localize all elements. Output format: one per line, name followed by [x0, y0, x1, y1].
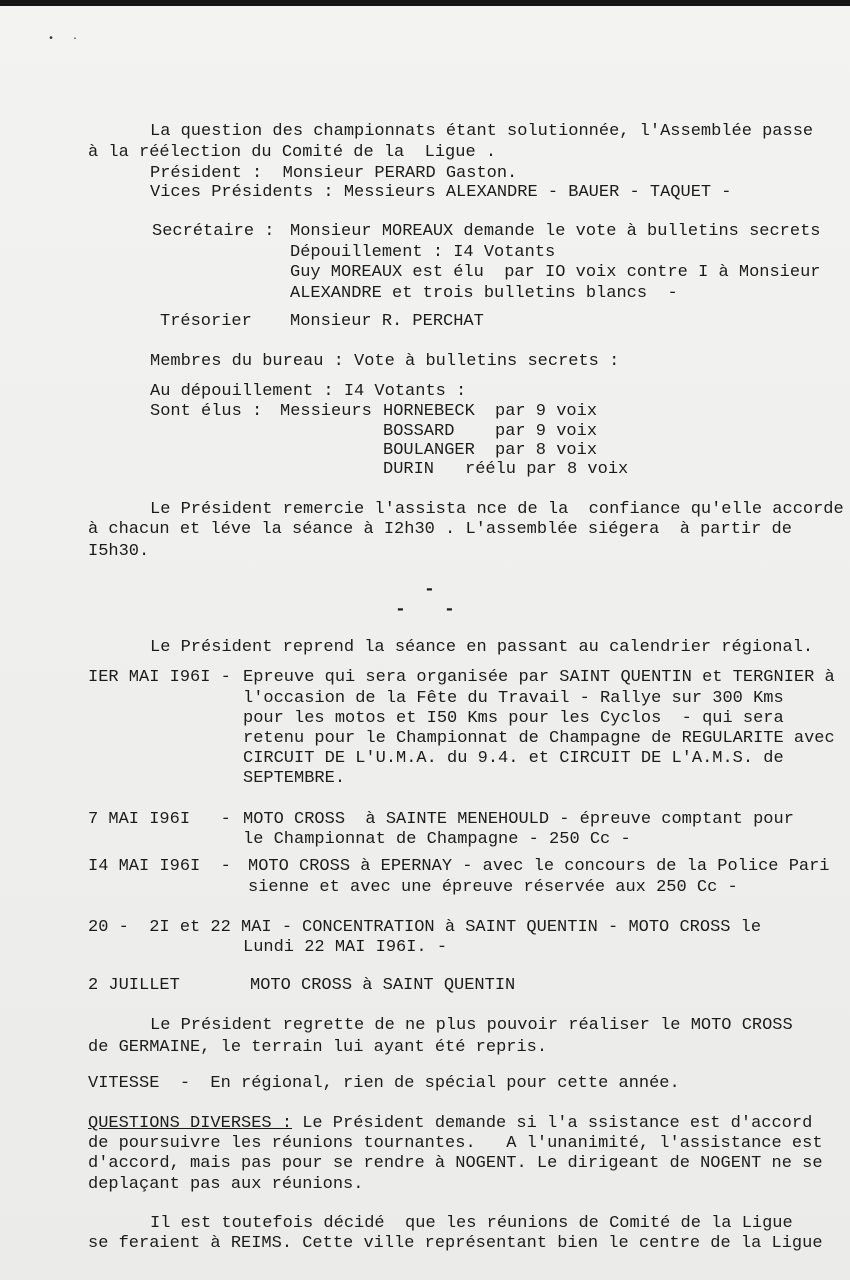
secretaire-line-1: Monsieur MOREAUX demande le vote à bulletins secrets: [290, 222, 821, 241]
calendar-line: sienne et avec une épreuve réservée aux 250 Cc -: [248, 878, 738, 897]
calendar-line: CIRCUIT DE L'U.M.A. du 9.4. et CIRCUIT DE L'A.M.S. de: [243, 749, 784, 768]
membres-line: Membres du bureau : Vote à bulletins secrets :: [150, 352, 620, 371]
calendar-line: CONCENTRATION à SAINT QUENTIN - MOTO CROSS le: [302, 918, 762, 937]
calendar-date: 7 MAI I96I -: [88, 810, 231, 829]
vitesse-line: VITESSE - En régional, rien de spécial pour cette année.: [88, 1074, 680, 1093]
separator-dash: -: [444, 600, 455, 620]
calendar-line: Lundi 22 MAI I96I. -: [243, 938, 448, 957]
calendar-line: Epreuve qui sera organisée par SAINT QUENTIN et TERGNIER à: [243, 668, 835, 687]
top-edge-line: [0, 0, 850, 6]
elus-label: Sont élus :: [150, 402, 263, 421]
calendar-line: le Championnat de Champagne - 250 Cc -: [243, 830, 631, 849]
vices-presidents-line: Vices Présidents : Messieurs ALEXANDRE - BAUER - TAQUET -: [150, 183, 732, 202]
questions-line: de poursuivre les réunions tournantes. A l'unanimité, l'assistance est: [88, 1134, 823, 1153]
elu-votes: par 9 voix: [495, 402, 598, 421]
separator-dash: -: [395, 600, 406, 620]
elu-votes: réélu par 8 voix: [465, 460, 629, 479]
remercie-line-2: à chacun et léve la séance à I2h30 . L'assemblée siégera à partir de: [88, 520, 792, 539]
regrette-line-2: de GERMAINE, le terrain lui ayant été repris.: [88, 1038, 548, 1057]
remercie-line-3: I5h30.: [88, 542, 150, 561]
elu-name: DURIN: [383, 460, 435, 479]
questions-line: d'accord, mais pas pour se rendre à NOGENT. Le dirigeant de NOGENT ne se: [88, 1154, 823, 1173]
tresorier-value: Monsieur R. PERCHAT: [290, 312, 484, 331]
calendar-line: retenu pour le Championnat de Champagne de REGULARITE avec: [243, 729, 835, 748]
secretaire-label: Secrétaire :: [152, 222, 275, 241]
elus-prefix: Messieurs: [280, 402, 372, 421]
secretaire-line-3: Guy MOREAUX est élu par IO voix contre I à Monsieur: [290, 263, 821, 282]
elu-name: BOSSARD: [383, 422, 455, 441]
secretaire-line-4: ALEXANDRE et trois bulletins blancs -: [290, 284, 678, 303]
calendar-line: MOTO CROSS à EPERNAY - avec le concours de la Police Pari: [248, 857, 830, 876]
calendar-line: MOTO CROSS à SAINTE MENEHOULD - épreuve comptant pour: [243, 810, 794, 829]
separator-dash: -: [424, 580, 435, 600]
secretaire-line-2: Dépouillement : I4 Votants: [290, 243, 556, 262]
para1-line-1: La question des championnats étant solutionnée, l'Assemblée passe: [150, 122, 814, 141]
depouillement-line: Au dépouillement : I4 Votants :: [150, 382, 467, 401]
questions-diverses-label: QUESTIONS DIVERSES :: [88, 1114, 293, 1133]
calendar-date: 2 JUILLET: [88, 976, 180, 995]
final-line-2: se feraient à REIMS. Cette ville représentant bien le centre de la Ligue: [88, 1234, 823, 1253]
calendar-date: I4 MAI I96I -: [88, 857, 231, 876]
reprend-line: Le Président reprend la séance en passant au calendrier régional.: [150, 638, 814, 657]
questions-line: deplaçant pas aux réunions.: [88, 1175, 364, 1194]
president-line: Président : Monsieur PERARD Gaston.: [150, 164, 518, 183]
tresorier-label: Trésorier: [160, 312, 252, 331]
elu-votes: par 9 voix: [495, 422, 598, 441]
calendar-date: 20 - 2I et 22 MAI -: [88, 918, 293, 937]
final-line-1: Il est toutefois décidé que les réunions de Comité de la Ligue: [150, 1214, 793, 1233]
questions-line: Le Président demande si l'a ssistance est d'accord: [292, 1114, 813, 1133]
calendar-line: MOTO CROSS à SAINT QUENTIN: [250, 976, 516, 995]
calendar-line: SEPTEMBRE.: [243, 769, 346, 788]
elu-votes: par 8 voix: [495, 441, 598, 460]
elu-name: BOULANGER: [383, 441, 475, 460]
para1-line-2: à la réélection du Comité de la Ligue .: [88, 143, 497, 162]
regrette-line-1: Le Président regrette de ne plus pouvoir réaliser le MOTO CROSS: [150, 1016, 793, 1035]
calendar-date: IER MAI I96I -: [88, 668, 231, 687]
ink-specks: • ·: [48, 34, 85, 45]
calendar-line: l'occasion de la Fête du Travail - Rallye sur 300 Kms: [243, 689, 784, 708]
calendar-line: pour les motos et I50 Kms pour les Cyclos - qui sera: [243, 709, 784, 728]
elu-name: HORNEBECK: [383, 402, 475, 421]
remercie-line-1: Le Président remercie l'assista nce de la confiance qu'elle accorde: [150, 500, 844, 519]
